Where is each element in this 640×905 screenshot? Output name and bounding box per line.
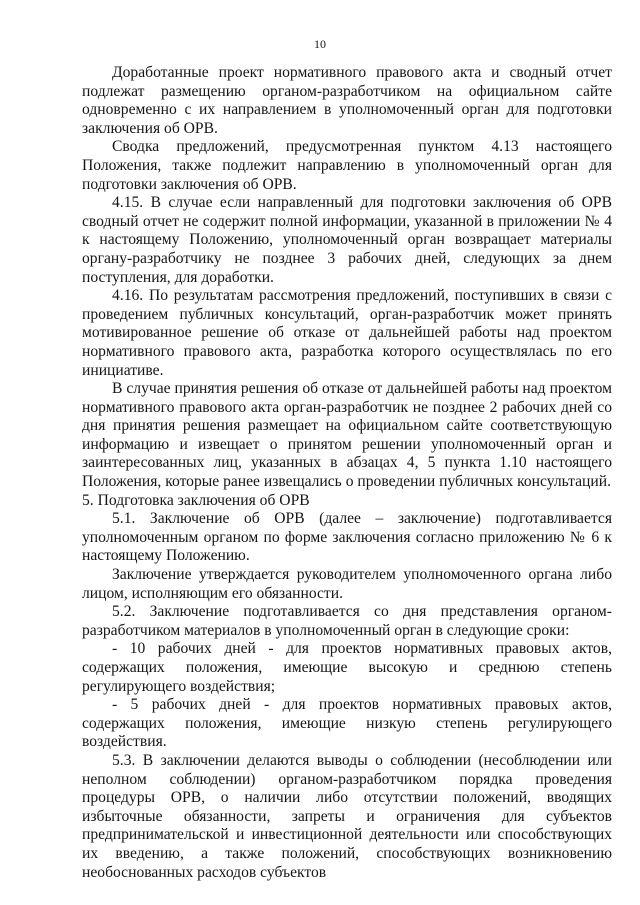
paragraph-4-15: 4.15. В случае если направленный для подготовки заключения об ОРВ сводный отчет не содержит полной информации, указанной в приложении № 4 к настоящему Положению, уполномоченный орган возвращает материалы органу-разработчику не позднее 3 рабочих дней, следующих за днем поступления, для доработки. (82, 194, 612, 286)
paragraph-5-1: 5.1. Заключение об ОРВ (далее – заключение) подготавливается уполномоченным органом по форме заключения согласно приложению № 6 к настоящему Положению. (82, 510, 612, 565)
document-body (82, 64, 612, 882)
paragraph-refusal-decision: В случае принятия решения об отказе от дальнейшей работы над проектом нормативного правового акта орган-разработчик не позднее 2 рабочих дней со дня принятия решения размещает на официальном сайте соответствующую информацию и извещает о принятом решении уполномоченный орган и заинтересованных лиц, указанных в абзацах 4, 5 пункта 1.10 настоящего Положения, которые ранее извещались о проведении публичных консультаций. (82, 380, 612, 491)
page-number: 10 (314, 37, 326, 51)
paragraph-4-16: 4.16. По результатам рассмотрения предложений, поступивших в связи с проведением публичных консультаций, орган-разработчик может принять мотивированное решение об отказе от дальнейшей работы над проектом нормативного правового акта, разработка которого осуществлялась по его инициативе. (82, 287, 612, 379)
section-heading: 5. Подготовка заключения об ОРВ (82, 491, 310, 509)
paragraph-approval: Заключение утверждается руководителем уполномоченного органа либо лицом, исполняющим его обязанности. (82, 566, 612, 602)
paragraph-5-2: 5.2. Заключение подготавливается со дня представления органом-разработчиком материалов в уполномоченный орган в следующие сроки: (82, 603, 612, 639)
paragraph-proposals-summary: Сводка предложений, предусмотренная пунктом 4.13 настоящего Положения, также подлежит направлению в уполномоченный орган для подготовки заключения об ОРВ. (82, 138, 612, 193)
list-item-10-days: - 10 рабочих дней - для проектов нормативных правовых актов, содержащих положения, имеющие высокую и среднюю степень регулирующего воздействия; (82, 640, 612, 695)
list-item-5-days: - 5 рабочих дней - для проектов нормативных правовых актов, содержащих положения, имеющие низкую степень регулирующего воздействия. (82, 696, 612, 751)
paragraph-5-3: 5.3. В заключении делаются выводы о соблюдении (несоблюдении или неполном соблюдении) органом-разработчиком порядка проведения процедуры ОРВ, о наличии либо отсутствии положений, вводящих избыточные обязанности, запреты и ограничения для субъектов предпринимательской и инвестиционной деятельности или способствующих их введению, а также положений, способствующих возникновению необоснованных расходов субъектов (82, 751, 612, 881)
paragraph-revised-draft: Доработанные проект нормативного правового акта и сводный отчет подлежат размещению органом-разработчиком на официальном сайте одновременно с их направлением в уполномоченный орган для подготовки заключения об ОРВ. (82, 64, 612, 137)
